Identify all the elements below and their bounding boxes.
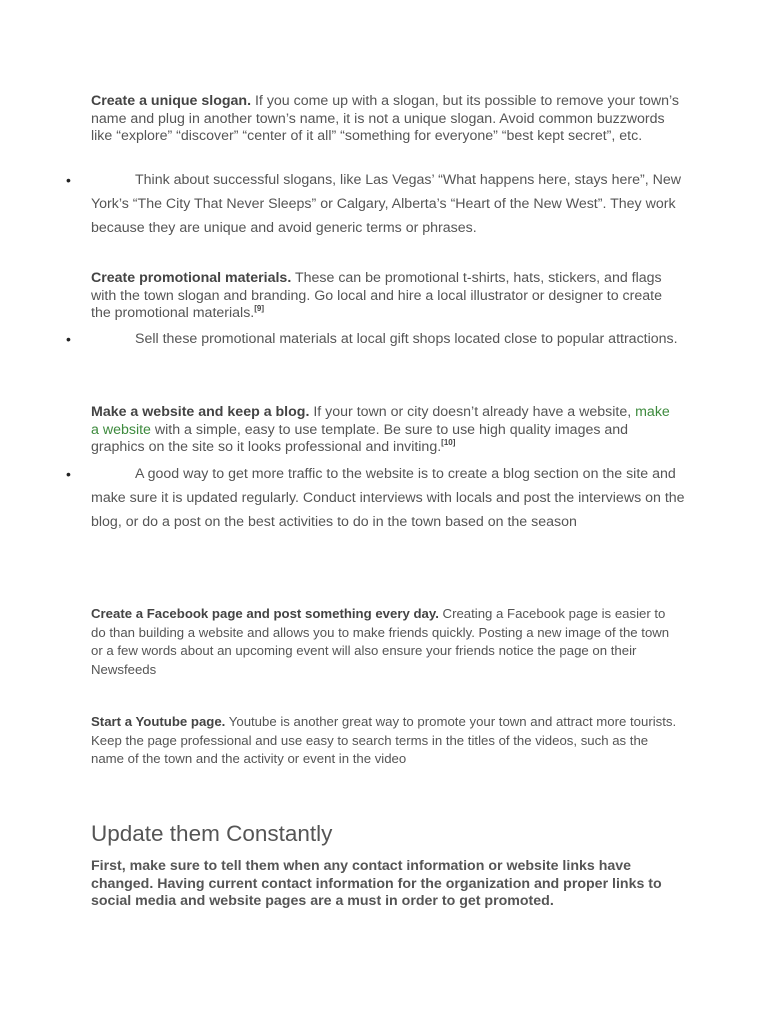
facebook-paragraph (91, 605, 681, 679)
promo-bullet-text: Sell these promotional materials at local gift shops located close to popular attractions. (135, 331, 678, 347)
make-website-link[interactable]: make a website (91, 404, 670, 438)
website-title: Make a website and keep a blog. (91, 404, 310, 420)
promo-paragraph (91, 270, 681, 323)
slogan-paragraph (91, 93, 681, 146)
facebook-title: Create a Facebook page and post something every day. (91, 606, 439, 621)
website-bullet (66, 462, 691, 535)
bullet-symbol: • (66, 172, 71, 188)
promo-title: Create promotional materials. (91, 270, 292, 286)
closing-paragraph: First, make sure to tell them when any contact information or website links have changed. Having current contact information for the organization and proper links to social media and website pages are a must in order to get promoted. (91, 858, 662, 910)
slogan-body: If you come up with a slogan, but its possible to remove your town’s name and plug in another town’s name, it is not a unique slogan. Avoid common buzzwords like “explore” “discover” “center of it all” “something for everyone” “best kept secret”, etc. (91, 93, 679, 145)
bullet-symbol: • (66, 466, 71, 482)
slogan-bullet (66, 168, 691, 241)
youtube-paragraph (91, 713, 681, 769)
website-bullet-text: A good way to get more traffic to the website is to create a blog section on the site and make sure it is updated regularly. Conduct interviews with locals and post the interviews on the blog, or do a post on the best activities to do in the town based on the season (91, 466, 685, 531)
slogan-bullet-text: Think about successful slogans, like Las Vegas’ “What happens here, stays here”, New York’s “The City That Never Sleeps” or Calgary, Alberta’s “Heart of the New West”. They work because they are unique and avoid generic terms or phrases. (91, 172, 681, 237)
bullet-symbol: • (66, 331, 71, 347)
youtube-title: Start a Youtube page. (91, 714, 226, 729)
website-paragraph (91, 404, 681, 457)
facebook-body: Creating a Facebook page is easier to do than building a website and allows you to make friends quickly. Posting a new image of the town or a few words about an upcoming event will also ensure your friends notice the page on their Newsfeeds (91, 606, 670, 677)
promo-bullet (66, 327, 691, 351)
promo-reference[interactable]: [9] (254, 304, 265, 314)
youtube-body: Youtube is another great way to promote your town and attract more tourists. Keep the page professional and use easy to search terms in the titles of the videos, such as the name of the town and the activity or event in the video (91, 714, 677, 767)
website-reference[interactable]: [10] (441, 438, 456, 448)
promo-body: These can be promotional t-shirts, hats, stickers, and flags with the town slogan and branding. Go local and hire a local illustrator or designer to create the promotional materials. (91, 270, 662, 322)
website-body-start: If your town or city doesn’t already have a website, (309, 404, 636, 420)
website-body-end: with a simple, easy to use template. Be sure to use high quality images and graphics on the site so it looks professional and inviting. (91, 421, 629, 456)
slogan-title: Create a unique slogan. (91, 93, 252, 109)
section-heading: Update them Constantly (91, 821, 333, 846)
